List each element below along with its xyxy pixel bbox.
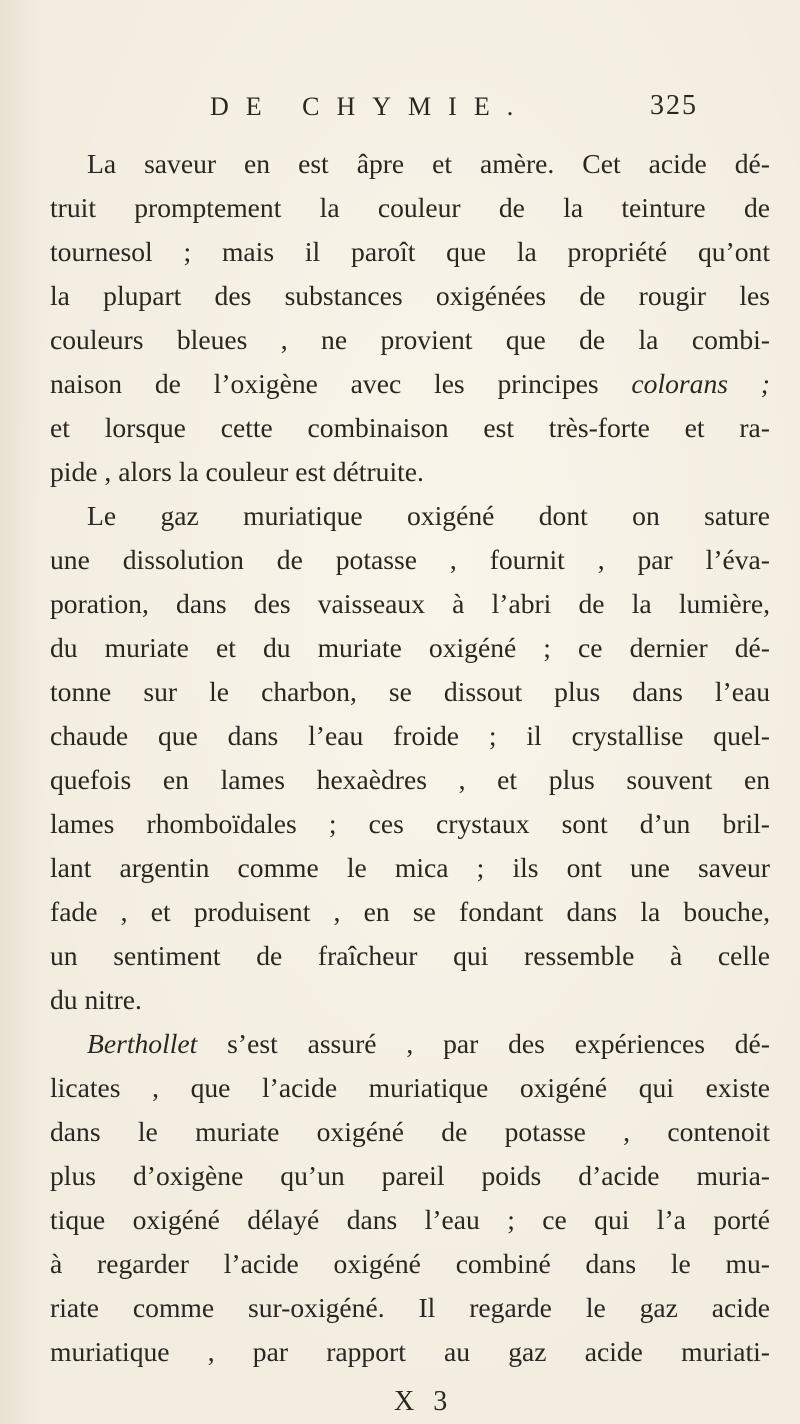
- text-line-with-name: [50, 1022, 770, 1066]
- text-line: lames rhomboïdales ; ces crystaux sont d’un bril-: [50, 808, 770, 839]
- text-segment: naison de l’oxigène avec les principes: [50, 368, 632, 399]
- text-line: lant argentin comme le mica ; ils ont une saveur: [50, 852, 770, 883]
- text-line-with-italic: [50, 362, 770, 406]
- text-line: couleurs bleues , ne provient que de la combi-: [50, 324, 770, 355]
- text-line: tique oxigéné délayé dans l’eau ; ce qui l’a porté: [50, 1204, 770, 1235]
- author-name: Berthollet: [87, 1028, 198, 1059]
- text-line: une dissolution de potasse , fournit , par l’éva-: [50, 544, 770, 575]
- text-line: Le gaz muriatique oxigéné dont on sature: [87, 500, 770, 531]
- text-line: La saveur en est âpre et amère. Cet acide dé-: [87, 148, 770, 179]
- text-line: truit promptement la couleur de la teinture de: [50, 192, 770, 223]
- italic-word: colorans ;: [631, 368, 770, 399]
- text-line: tournesol ; mais il paroît que la propriété qu’ont: [50, 236, 770, 267]
- text-line: la plupart des substances oxigénées de rougir les: [50, 280, 770, 311]
- text-line: et lorsque cette combinaison est très-forte et ra-: [50, 412, 770, 443]
- text-line: riate comme sur-oxigéné. Il regarde le gaz acide: [50, 1292, 770, 1323]
- text-line: un sentiment de fraîcheur qui ressemble à celle: [50, 940, 770, 971]
- text-line: chaude que dans l’eau froide ; il crystallise quel-: [50, 720, 770, 751]
- signature-mark: X 3: [394, 1386, 454, 1417]
- text-line: à regarder l’acide oxigéné combiné dans le mu-: [50, 1248, 770, 1279]
- text-line: quefois en lames hexaèdres , et plus souvent en: [50, 764, 770, 795]
- text-line: muriatique , par rapport au gaz acide muriati-: [50, 1336, 770, 1367]
- text-line: fade , et produisent , en se fondant dans la bouche,: [50, 896, 770, 927]
- text-line: dans le muriate oxigéné de potasse , contenoit: [50, 1116, 770, 1147]
- body-text: [50, 142, 770, 1374]
- running-title: DE CHYMIE.: [210, 92, 531, 121]
- text-line: poration, dans des vaisseaux à l’abri de la lumière,: [50, 588, 770, 619]
- text-line: du nitre.: [50, 984, 142, 1015]
- text-line: tonne sur le charbon, se dissout plus dans l’eau: [50, 676, 770, 707]
- text-segment: s’est assuré , par des expériences dé-: [197, 1028, 770, 1059]
- page-number: 325: [650, 90, 698, 121]
- text-line: du muriate et du muriate oxigéné ; ce dernier dé-: [50, 632, 770, 663]
- text-line: licates , que l’acide muriatique oxigéné qui existe: [50, 1072, 770, 1103]
- text-line: plus d’oxigène qu’un pareil poids d’acide muria-: [50, 1160, 770, 1191]
- text-line: pide , alors la couleur est détruite.: [50, 456, 424, 487]
